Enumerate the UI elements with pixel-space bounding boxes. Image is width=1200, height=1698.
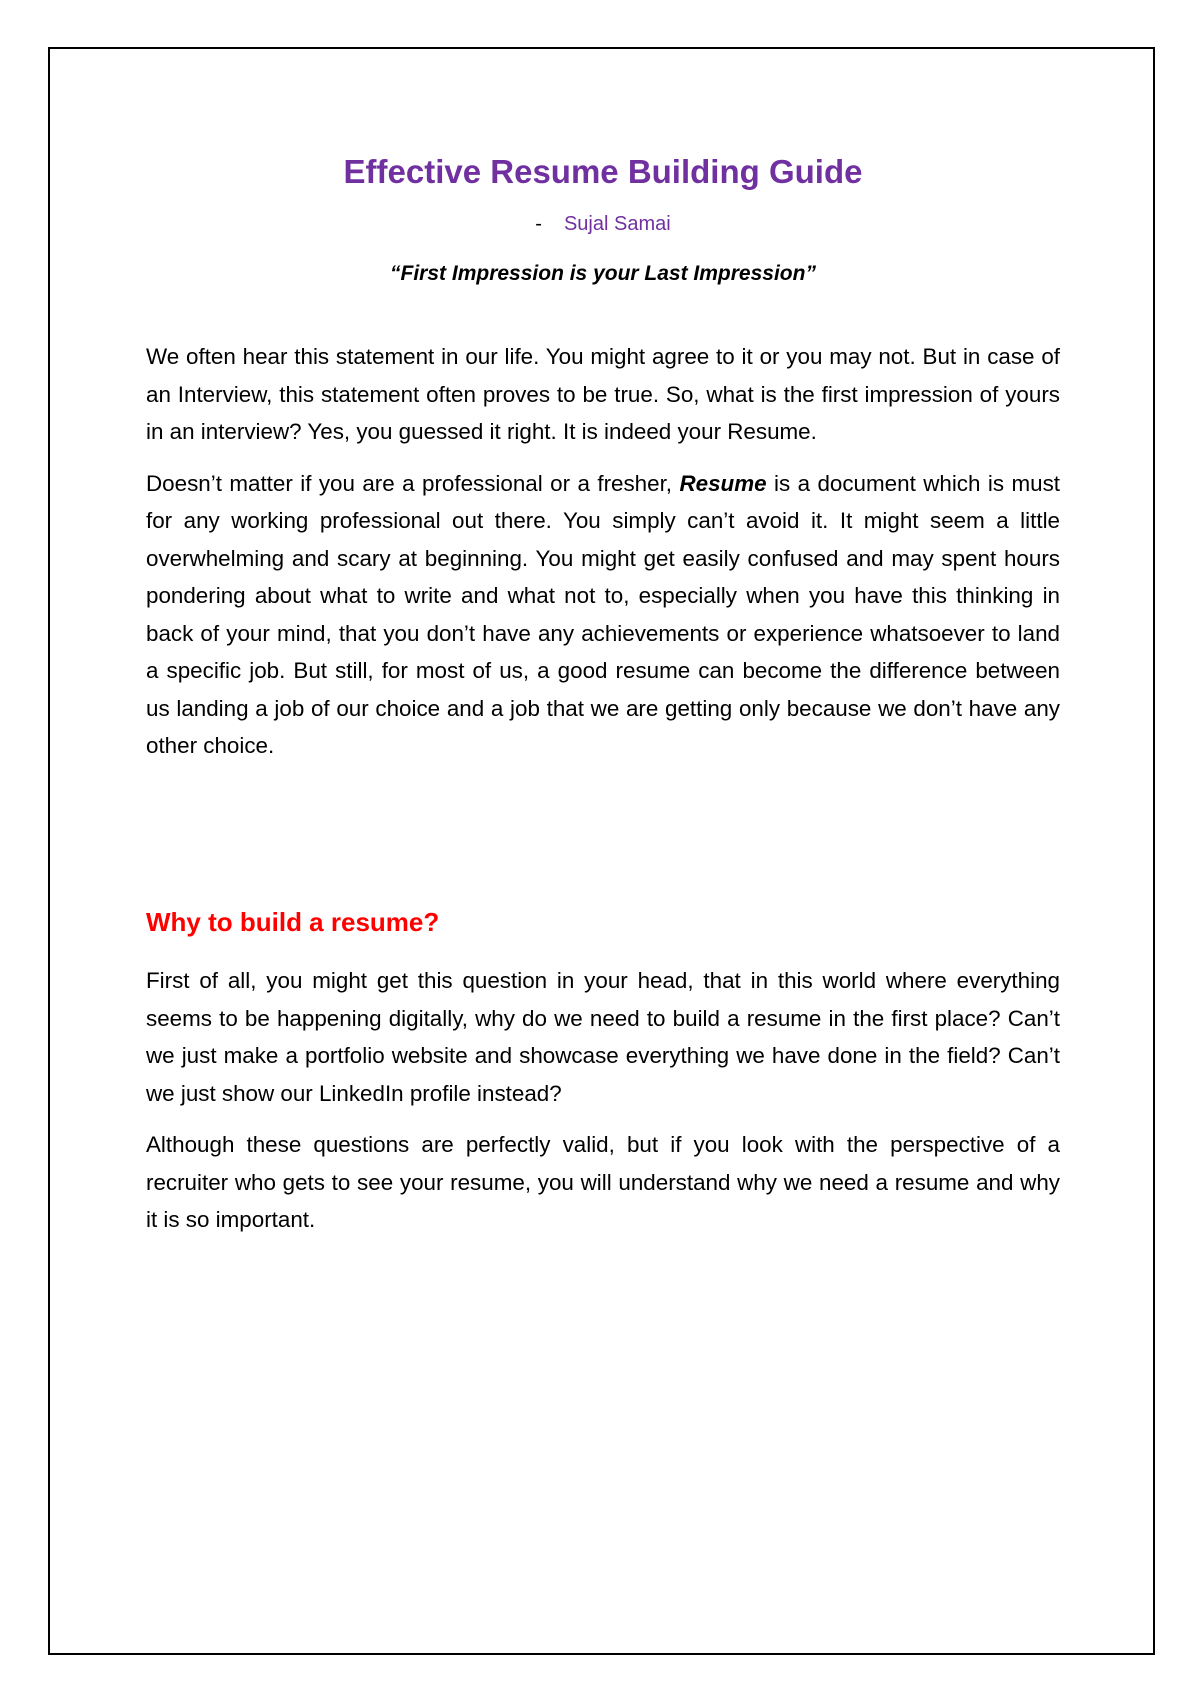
why-paragraph-1: First of all, you might get this question in your head, that in this world where everything seems to be happening digitally, why do we need to build a resume in the first place? Can’t we just make a portfolio website and showcase everything we have done in the field? Can’t we just show our LinkedIn profile instead? [146, 968, 1060, 1106]
resume-emphasis: Resume [679, 470, 767, 496]
section-heading-why: Why to build a resume? [146, 906, 440, 937]
intro-paragraph-1: We often hear this statement in our life. You might agree to it or you may not. But in case of an Interview, this statement often proves to be true. So, what is the first impression of yours in an interview? Yes, you guessed it right. It is indeed your Resume. [146, 344, 1060, 444]
document-title: Effective Resume Building Guide [343, 153, 863, 190]
author-dash: - [535, 213, 542, 235]
author-name: Sujal Samai [563, 213, 671, 235]
intro-paragraph-2-end: is a document which is must for any working professional out there. You simply can’t avoid it. It might seem a little overwhelming and scary at beginning. You might get easily confused and may spent hours pondering about what to write and what not to, especially when you have this thinking in back of your mind, that you don’t have any achievements or experience whatsoever to land a specific job. But still, for most of us, a good resume can become the difference between us landing a job of our choice and a job that we are getting only because we don’t have any other choice. [146, 470, 1060, 758]
document-body [146, 148, 1060, 1239]
why-paragraph-2: Although these questions are perfectly valid, but if you look with the perspective of a recruiter who gets to see your resume, you will understand why we need a resume and why it is so important. [146, 1132, 1060, 1233]
intro-paragraph-2 [146, 465, 1060, 765]
intro-paragraph-2-start: Doesn’t matter if you are a professional or a fresher, [146, 470, 680, 496]
author-line [146, 210, 1060, 238]
quote: “First Impression is your Last Impression” [390, 262, 816, 285]
